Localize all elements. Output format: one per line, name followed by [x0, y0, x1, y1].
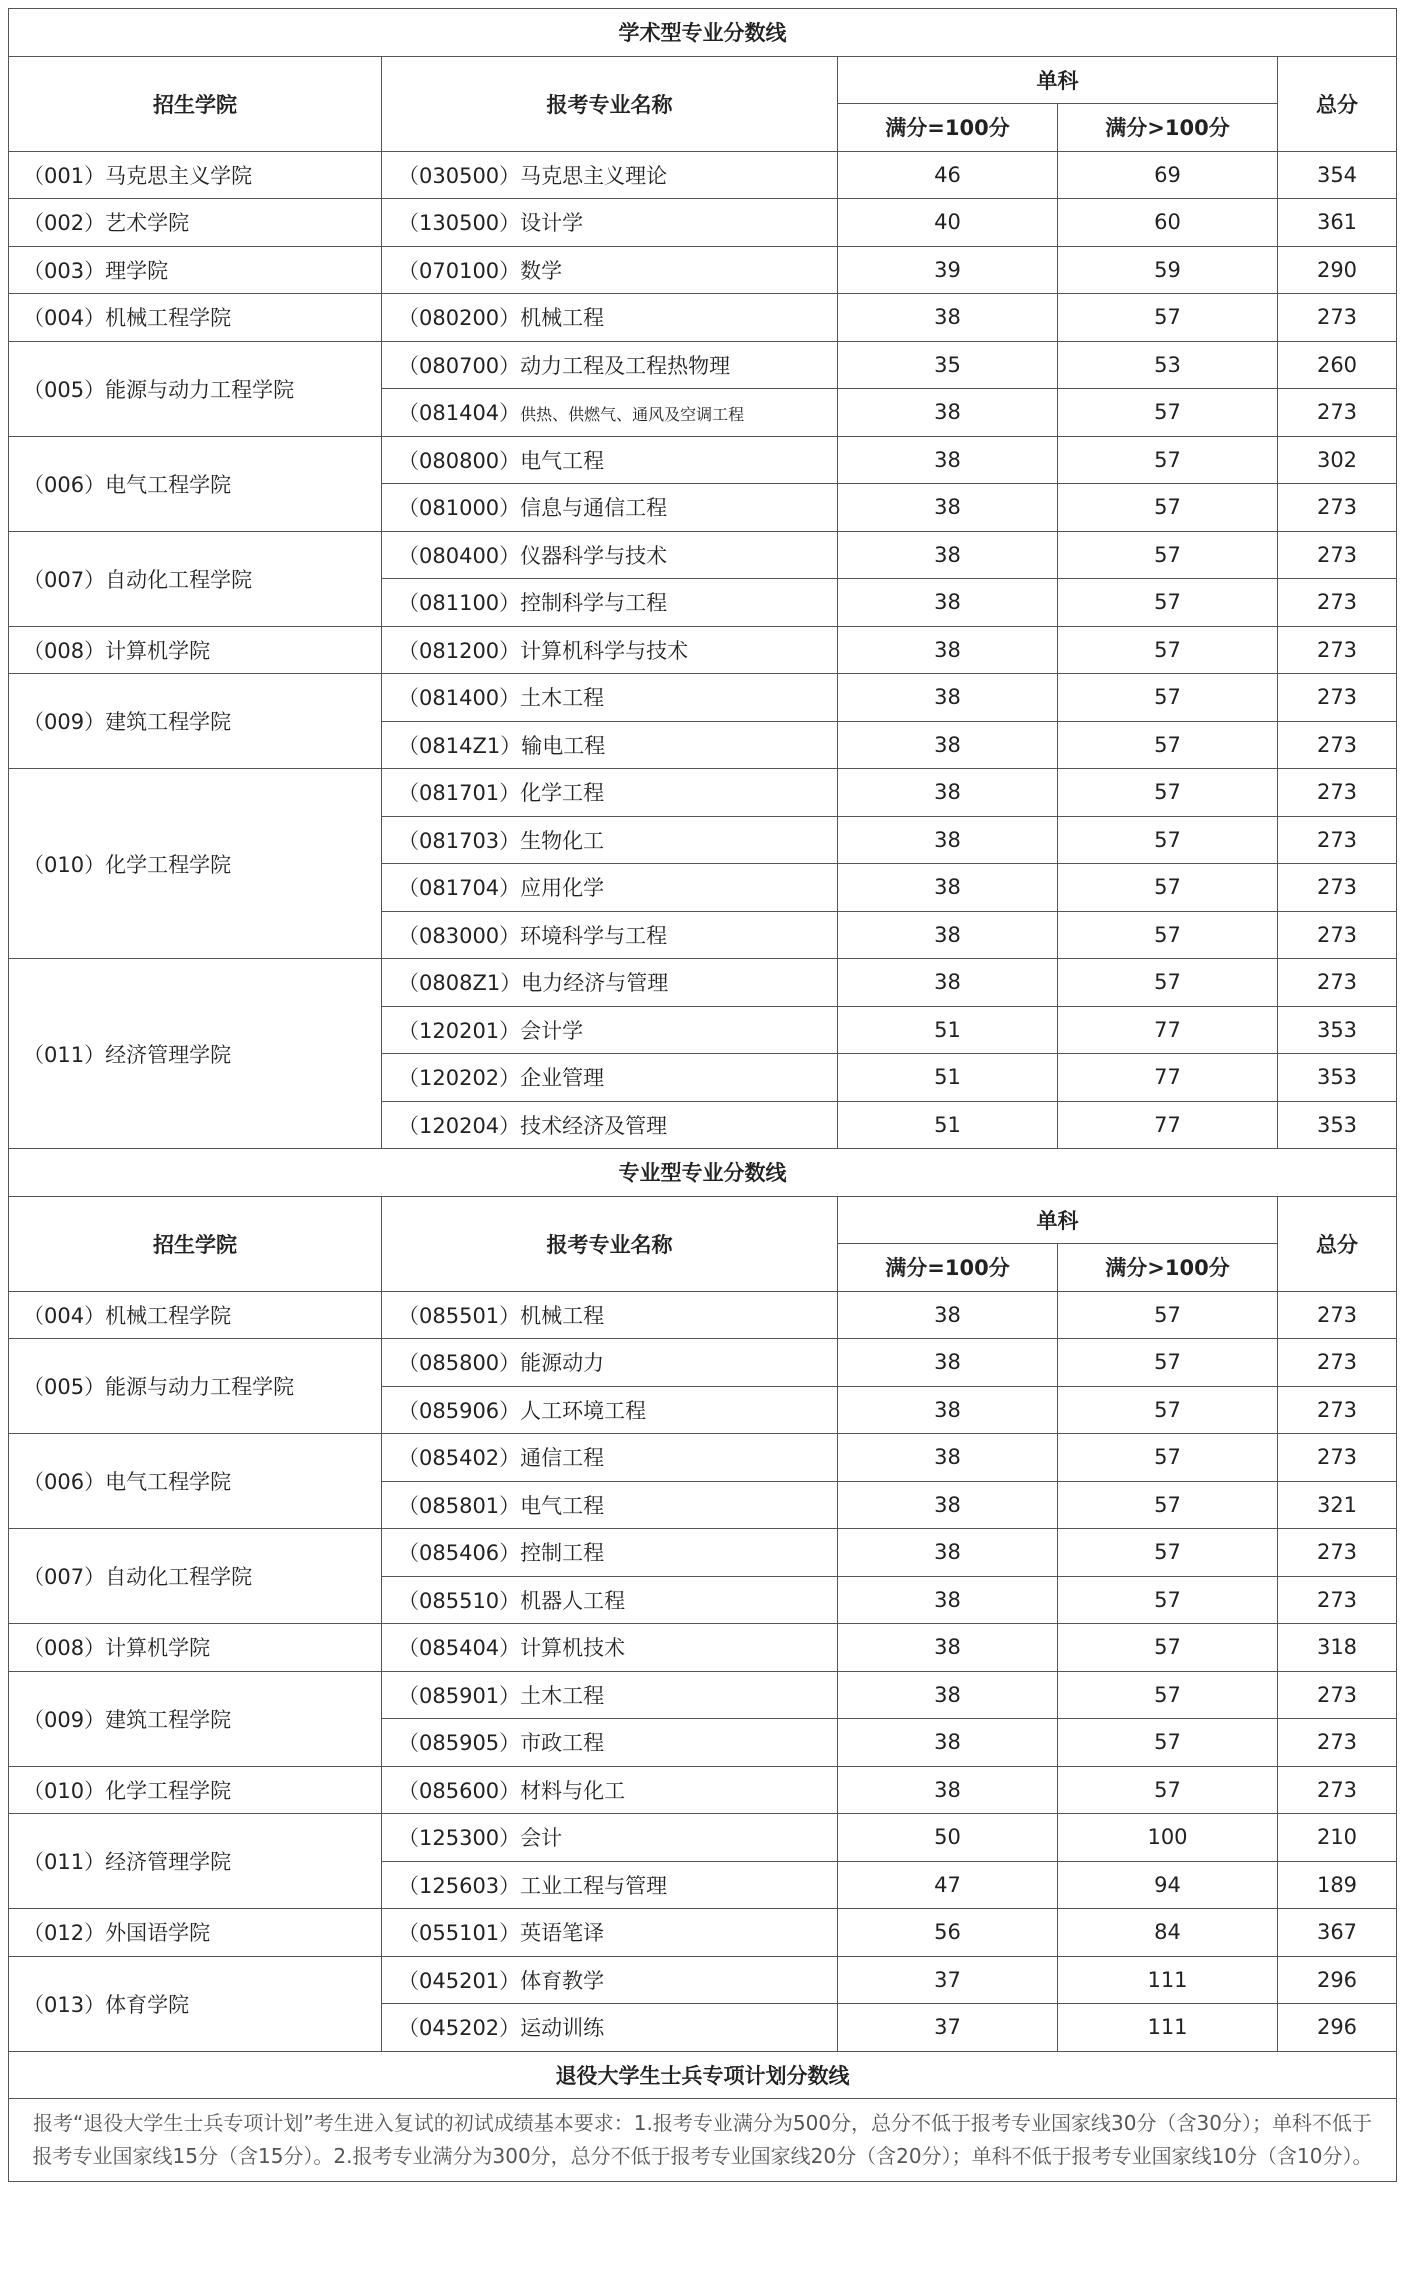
score-full-100: 40: [838, 199, 1058, 247]
score-full-100: 38: [838, 626, 1058, 674]
academic-section-title: 学术型专业分数线: [9, 9, 1397, 57]
score-total: 273: [1278, 1576, 1397, 1624]
score-total: 296: [1278, 2004, 1397, 2052]
table-row: [9, 1434, 1397, 1482]
score-full-over-100: 57: [1058, 1291, 1278, 1339]
major-name: （080200）机械工程: [398, 306, 605, 331]
score-total: 353: [1278, 1006, 1397, 1054]
score-full-over-100: 57: [1058, 1339, 1278, 1387]
score-full-over-100: 57: [1058, 864, 1278, 912]
score-full-100: 50: [838, 1814, 1058, 1862]
score-total: 273: [1278, 911, 1397, 959]
major-name: （080800）电气工程: [398, 448, 605, 473]
score-total: 290: [1278, 246, 1397, 294]
score-full-over-100: 57: [1058, 1481, 1278, 1529]
score-total: 273: [1278, 816, 1397, 864]
header-single: 单科: [838, 1196, 1278, 1244]
major-name: （085901）土木工程: [398, 1683, 605, 1708]
score-full-over-100: 59: [1058, 246, 1278, 294]
major-name: （0808Z1）电力经济与管理: [398, 971, 669, 996]
college-cell: （003）理学院: [9, 246, 382, 294]
college-cell: （011）经济管理学院: [9, 1814, 382, 1909]
score-full-over-100: 57: [1058, 1576, 1278, 1624]
college-cell: （008）计算机学院: [9, 1624, 382, 1672]
major-name: （081000）信息与通信工程: [398, 496, 668, 521]
major-name: （085905）市政工程: [398, 1731, 605, 1756]
score-full-over-100: 57: [1058, 1766, 1278, 1814]
score-full-over-100: 57: [1058, 959, 1278, 1007]
score-full-100: 38: [838, 1434, 1058, 1482]
college-cell: （013）体育学院: [9, 1956, 382, 2051]
score-full-100: 46: [838, 151, 1058, 199]
major-name: （081703）生物化工: [398, 828, 605, 853]
veteran-section-title-row: [9, 2051, 1397, 2099]
college-cell: （006）电气工程学院: [9, 436, 382, 531]
major-name: （045201）体育教学: [398, 1968, 605, 1993]
score-full-100: 38: [838, 531, 1058, 579]
major-cell: [382, 1909, 838, 1957]
major-name: （120202）企业管理: [398, 1066, 605, 1091]
major-cell: [382, 1671, 838, 1719]
score-full-over-100: 77: [1058, 1006, 1278, 1054]
score-total: 273: [1278, 1386, 1397, 1434]
score-full-100: 37: [838, 2004, 1058, 2052]
score-total: 260: [1278, 341, 1397, 389]
score-full-over-100: 57: [1058, 436, 1278, 484]
college-cell: （011）经济管理学院: [9, 959, 382, 1149]
score-full-over-100: 57: [1058, 1434, 1278, 1482]
major-name: （081701）化学工程: [398, 781, 605, 806]
major-name: （085406）控制工程: [398, 1541, 605, 1566]
college-cell: （007）自动化工程学院: [9, 531, 382, 626]
major-cell: [382, 531, 838, 579]
score-full-100: 38: [838, 721, 1058, 769]
header-full-over-100: 满分>100分: [1058, 1244, 1278, 1292]
score-total: 273: [1278, 721, 1397, 769]
professional-header-row: [9, 1196, 1397, 1244]
score-total: 273: [1278, 674, 1397, 722]
score-total: 367: [1278, 1909, 1397, 1957]
score-total: 273: [1278, 531, 1397, 579]
score-full-100: 38: [838, 294, 1058, 342]
major-cell: [382, 436, 838, 484]
score-full-over-100: 57: [1058, 531, 1278, 579]
score-total: 318: [1278, 1624, 1397, 1672]
score-total: 354: [1278, 151, 1397, 199]
college-cell: （009）建筑工程学院: [9, 1671, 382, 1766]
major-name: （081200）计算机科学与技术: [398, 638, 689, 663]
score-full-over-100: 57: [1058, 769, 1278, 817]
major-name: （130500）设计学: [398, 211, 584, 236]
score-total: 273: [1278, 1529, 1397, 1577]
major-cell: [382, 579, 838, 627]
score-total: 296: [1278, 1956, 1397, 2004]
score-full-100: 38: [838, 674, 1058, 722]
score-total: 273: [1278, 484, 1397, 532]
score-total: 273: [1278, 1339, 1397, 1387]
score-full-100: 38: [838, 1766, 1058, 1814]
major-name: （085404）计算机技术: [398, 1636, 626, 1661]
score-full-over-100: 111: [1058, 1956, 1278, 2004]
score-full-over-100: 60: [1058, 199, 1278, 247]
score-total: 273: [1278, 1766, 1397, 1814]
score-full-100: 38: [838, 1291, 1058, 1339]
score-full-over-100: 94: [1058, 1861, 1278, 1909]
major-cell: [382, 1719, 838, 1767]
header-total: 总分: [1278, 56, 1397, 151]
score-total: 273: [1278, 1671, 1397, 1719]
score-full-100: 38: [838, 816, 1058, 864]
major-name: （085600）材料与化工: [398, 1778, 626, 1803]
major-cell: [382, 2004, 838, 2052]
college-cell: （001）马克思主义学院: [9, 151, 382, 199]
major-cell: [382, 341, 838, 389]
table-row: [9, 1671, 1397, 1719]
college-cell: （004）机械工程学院: [9, 294, 382, 342]
score-full-100: 56: [838, 1909, 1058, 1957]
table-row: [9, 1339, 1397, 1387]
college-cell: （004）机械工程学院: [9, 1291, 382, 1339]
score-full-over-100: 57: [1058, 1671, 1278, 1719]
score-full-100: 38: [838, 911, 1058, 959]
score-full-100: 38: [838, 1339, 1058, 1387]
major-name: （081704）应用化学: [398, 876, 605, 901]
table-row: [9, 1766, 1397, 1814]
college-cell: （010）化学工程学院: [9, 769, 382, 959]
header-college: 招生学院: [9, 56, 382, 151]
score-full-over-100: 57: [1058, 1386, 1278, 1434]
table-row: [9, 1291, 1397, 1339]
score-full-over-100: 84: [1058, 1909, 1278, 1957]
score-full-100: 38: [838, 1529, 1058, 1577]
professional-section-title: 专业型专业分数线: [9, 1149, 1397, 1197]
score-total: 273: [1278, 626, 1397, 674]
major-cell: [382, 674, 838, 722]
score-full-over-100: 57: [1058, 1719, 1278, 1767]
score-full-100: 38: [838, 389, 1058, 437]
major-cell: [382, 199, 838, 247]
table-row: [9, 1909, 1397, 1957]
major-cell: [382, 911, 838, 959]
major-name: （055101）英语笔译: [398, 1921, 605, 1946]
major-cell: [382, 1101, 838, 1149]
score-total: 273: [1278, 1291, 1397, 1339]
score-total: 273: [1278, 864, 1397, 912]
table-row: [9, 294, 1397, 342]
score-total: 273: [1278, 579, 1397, 627]
major-cell: [382, 246, 838, 294]
major-name: （081100）控制科学与工程: [398, 591, 668, 616]
header-total: 总分: [1278, 1196, 1397, 1291]
table-row: [9, 1814, 1397, 1862]
score-total: 273: [1278, 294, 1397, 342]
score-total: 353: [1278, 1054, 1397, 1102]
major-name: （085402）通信工程: [398, 1446, 605, 1471]
score-full-100: 37: [838, 1956, 1058, 2004]
major-cell: [382, 1624, 838, 1672]
table-row: [9, 436, 1397, 484]
score-full-over-100: 100: [1058, 1814, 1278, 1862]
table-row: [9, 151, 1397, 199]
academic-section-title-row: [9, 9, 1397, 57]
major-cell: [382, 1576, 838, 1624]
major-name: （030500）马克思主义理论: [398, 163, 668, 188]
major-cell: [382, 294, 838, 342]
score-total: 273: [1278, 1719, 1397, 1767]
major-name: （085510）机器人工程: [398, 1588, 626, 1613]
table-row: [9, 674, 1397, 722]
college-cell: （005）能源与动力工程学院: [9, 1339, 382, 1434]
score-full-over-100: 57: [1058, 721, 1278, 769]
major-cell: [382, 1529, 838, 1577]
major-cell: [382, 816, 838, 864]
major-name: （120201）会计学: [398, 1018, 584, 1043]
veteran-note: 报考“退役大学生士兵专项计划”考生进入复试的初试成绩基本要求：1.报考专业满分为500分，总分不低于报考专业国家线30分（含30分）；单科不低于报考专业国家线15分（含15分）。2.报考专业满分为300分，总分不低于报考专业国家线20分（含20分）；单科不低于报考专业国家线10分（含10分）。: [9, 2099, 1397, 2182]
college-cell: （010）化学工程学院: [9, 1766, 382, 1814]
major-name: （081404）: [398, 401, 521, 426]
major-cell: [382, 1006, 838, 1054]
score-full-100: 51: [838, 1006, 1058, 1054]
score-full-100: 38: [838, 769, 1058, 817]
major-cell: [382, 864, 838, 912]
score-full-100: 38: [838, 484, 1058, 532]
major-name-small: 供热、供燃气、通风及空调工程: [520, 405, 745, 425]
score-full-100: 51: [838, 1054, 1058, 1102]
header-major: 报考专业名称: [382, 1196, 838, 1291]
score-full-100: 38: [838, 1481, 1058, 1529]
score-full-100: 38: [838, 1386, 1058, 1434]
major-cell: [382, 389, 838, 437]
score-full-100: 38: [838, 959, 1058, 1007]
score-total: 273: [1278, 1434, 1397, 1482]
score-full-over-100: 69: [1058, 151, 1278, 199]
major-cell: [382, 151, 838, 199]
major-cell: [382, 1291, 838, 1339]
score-table: [8, 8, 1397, 2182]
college-cell: （006）电气工程学院: [9, 1434, 382, 1529]
score-total: 273: [1278, 769, 1397, 817]
college-cell: （008）计算机学院: [9, 626, 382, 674]
major-cell: [382, 1386, 838, 1434]
score-full-over-100: 57: [1058, 294, 1278, 342]
veteran-section-title: 退役大学生士兵专项计划分数线: [9, 2051, 1397, 2099]
score-full-100: 38: [838, 579, 1058, 627]
score-full-over-100: 57: [1058, 484, 1278, 532]
table-row: [9, 246, 1397, 294]
score-full-over-100: 57: [1058, 389, 1278, 437]
major-cell: [382, 1956, 838, 2004]
major-cell: [382, 1814, 838, 1862]
score-full-over-100: 57: [1058, 674, 1278, 722]
table-row: [9, 769, 1397, 817]
major-name: （080400）仪器科学与技术: [398, 543, 668, 568]
score-full-over-100: 57: [1058, 1624, 1278, 1672]
major-name: （080700）动力工程及工程热物理: [398, 353, 731, 378]
table-row: [9, 959, 1397, 1007]
header-college: 招生学院: [9, 1196, 382, 1291]
score-full-100: 38: [838, 436, 1058, 484]
major-cell: [382, 1339, 838, 1387]
score-full-over-100: 57: [1058, 579, 1278, 627]
college-cell: （005）能源与动力工程学院: [9, 341, 382, 436]
major-cell: [382, 769, 838, 817]
score-full-100: 39: [838, 246, 1058, 294]
score-full-100: 51: [838, 1101, 1058, 1149]
major-cell: [382, 959, 838, 1007]
table-row: [9, 1624, 1397, 1672]
score-full-100: 35: [838, 341, 1058, 389]
major-cell: [382, 721, 838, 769]
score-full-over-100: 77: [1058, 1101, 1278, 1149]
score-full-100: 38: [838, 1624, 1058, 1672]
professional-section-title-row: [9, 1149, 1397, 1197]
major-name: （125300）会计: [398, 1826, 563, 1851]
score-full-100: 38: [838, 864, 1058, 912]
score-document: [8, 8, 1396, 2182]
major-cell: [382, 1434, 838, 1482]
score-total: 273: [1278, 389, 1397, 437]
score-full-100: 38: [838, 1719, 1058, 1767]
header-major: 报考专业名称: [382, 56, 838, 151]
table-row: [9, 626, 1397, 674]
score-total: 273: [1278, 959, 1397, 1007]
major-name: （085906）人工环境工程: [398, 1398, 647, 1423]
score-full-over-100: 57: [1058, 816, 1278, 864]
academic-header-row: [9, 56, 1397, 104]
major-cell: [382, 626, 838, 674]
college-cell: （002）艺术学院: [9, 199, 382, 247]
score-total: 189: [1278, 1861, 1397, 1909]
major-name: （085801）电气工程: [398, 1493, 605, 1518]
score-full-over-100: 57: [1058, 911, 1278, 959]
table-row: [9, 1529, 1397, 1577]
score-table-body: [9, 9, 1397, 2182]
major-name: （120204）技术经济及管理: [398, 1113, 668, 1138]
score-full-over-100: 111: [1058, 2004, 1278, 2052]
score-full-100: 38: [838, 1576, 1058, 1624]
major-name: （0814Z1）输电工程: [398, 733, 606, 758]
table-row: [9, 1956, 1397, 2004]
veteran-note-row: [9, 2099, 1397, 2182]
score-total: 361: [1278, 199, 1397, 247]
college-cell: （007）自动化工程学院: [9, 1529, 382, 1624]
score-total: 302: [1278, 436, 1397, 484]
score-total: 353: [1278, 1101, 1397, 1149]
score-full-over-100: 77: [1058, 1054, 1278, 1102]
major-name: （081400）土木工程: [398, 686, 605, 711]
major-cell: [382, 1054, 838, 1102]
score-total: 210: [1278, 1814, 1397, 1862]
major-name: （045202）运动训练: [398, 2016, 605, 2041]
college-cell: （009）建筑工程学院: [9, 674, 382, 769]
major-name: （125603）工业工程与管理: [398, 1873, 668, 1898]
score-full-100: 38: [838, 1671, 1058, 1719]
score-total: 321: [1278, 1481, 1397, 1529]
score-full-over-100: 57: [1058, 1529, 1278, 1577]
table-row: [9, 199, 1397, 247]
major-name: （085501）机械工程: [398, 1303, 605, 1328]
score-full-over-100: 57: [1058, 626, 1278, 674]
header-single: 单科: [838, 56, 1278, 104]
major-cell: [382, 1481, 838, 1529]
header-full-over-100: 满分>100分: [1058, 104, 1278, 152]
score-full-over-100: 53: [1058, 341, 1278, 389]
header-full-100: 满分=100分: [838, 104, 1058, 152]
major-name: （085800）能源动力: [398, 1351, 605, 1376]
major-name: （083000）环境科学与工程: [398, 923, 668, 948]
major-cell: [382, 484, 838, 532]
major-name: （070100）数学: [398, 258, 563, 283]
major-cell: [382, 1766, 838, 1814]
college-cell: （012）外国语学院: [9, 1909, 382, 1957]
score-full-100: 47: [838, 1861, 1058, 1909]
major-cell: [382, 1861, 838, 1909]
table-row: [9, 341, 1397, 389]
header-full-100: 满分=100分: [838, 1244, 1058, 1292]
table-row: [9, 531, 1397, 579]
